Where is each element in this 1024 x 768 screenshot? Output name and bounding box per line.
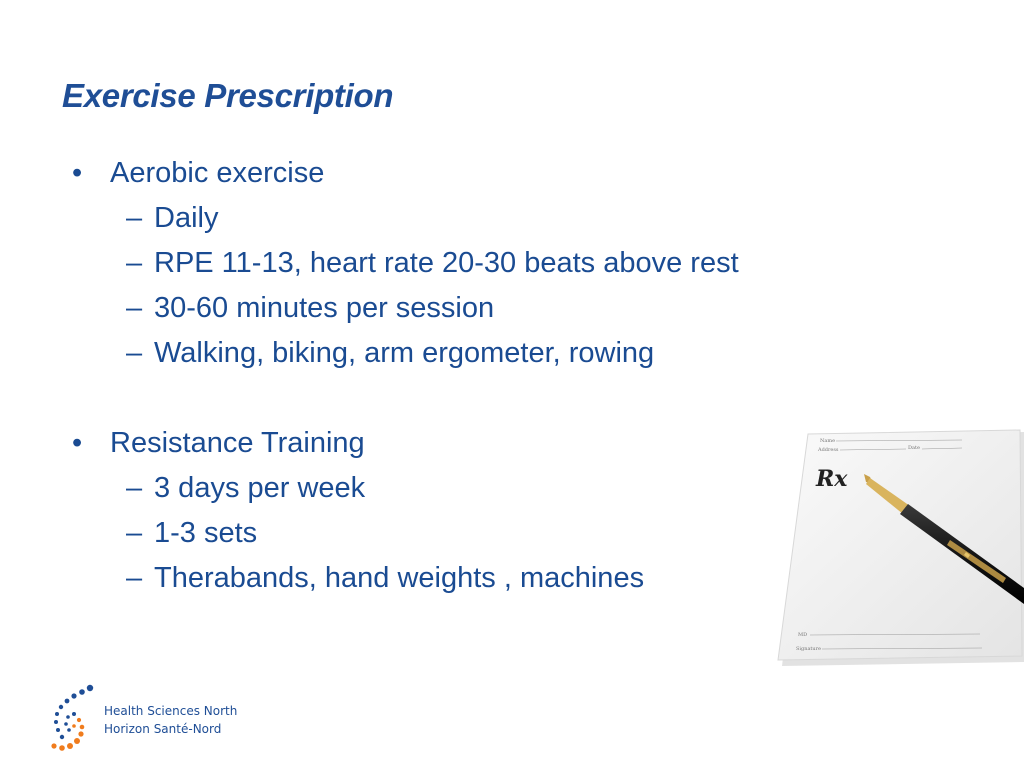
dash-marker: – <box>126 337 143 369</box>
sub-item <box>126 201 218 235</box>
dash-marker: – <box>126 292 143 324</box>
logo-name-fr: Horizon Santé-Nord <box>104 722 222 736</box>
sub-item <box>126 291 494 325</box>
dash-marker: – <box>126 517 143 549</box>
rx-signature-label: Signature <box>796 646 822 652</box>
bullet-marker: • <box>72 157 83 189</box>
sub-item <box>126 516 257 550</box>
bullet-marker: • <box>72 427 83 459</box>
sub-item-text: 3 days per week <box>154 472 366 504</box>
slide-title: Exercise Prescription <box>62 77 394 114</box>
bullet-item-resistance <box>72 426 365 460</box>
dash-marker: – <box>126 562 143 594</box>
rx-md-label: MD <box>798 632 808 638</box>
logo-text <box>104 702 237 738</box>
rx-date-label: Date <box>908 445 920 451</box>
logo-name-en: Health Sciences North <box>104 704 238 718</box>
bullet-heading: Aerobic exercise <box>110 157 325 189</box>
sub-item-text: Daily <box>154 202 219 234</box>
sub-item-text: 1-3 sets <box>154 517 258 549</box>
dash-marker: – <box>126 472 143 504</box>
sub-item <box>126 336 654 370</box>
rx-symbol: Rx <box>816 466 848 492</box>
bullet-item-aerobic <box>72 156 324 190</box>
dash-marker: – <box>126 202 143 234</box>
prescription-paper <box>778 430 1022 660</box>
logo-dots-icon <box>51 685 93 751</box>
dash-marker: – <box>126 247 143 279</box>
sub-item-text: Walking, biking, arm ergometer, rowing <box>154 337 655 369</box>
sub-item-text: RPE 11-13, heart rate 20-30 beats above rest <box>154 247 739 279</box>
rx-address-label: Address <box>818 447 839 453</box>
prescription-pad-illustration <box>770 428 1024 666</box>
bullet-heading: Resistance Training <box>110 427 365 459</box>
sub-item <box>126 561 644 595</box>
sub-item <box>126 246 739 280</box>
sub-item-text: 30-60 minutes per session <box>154 292 495 324</box>
sub-item <box>126 471 365 505</box>
sub-item-text: Therabands, hand weights , machines <box>154 562 645 594</box>
rx-name-label: Name <box>820 438 836 444</box>
